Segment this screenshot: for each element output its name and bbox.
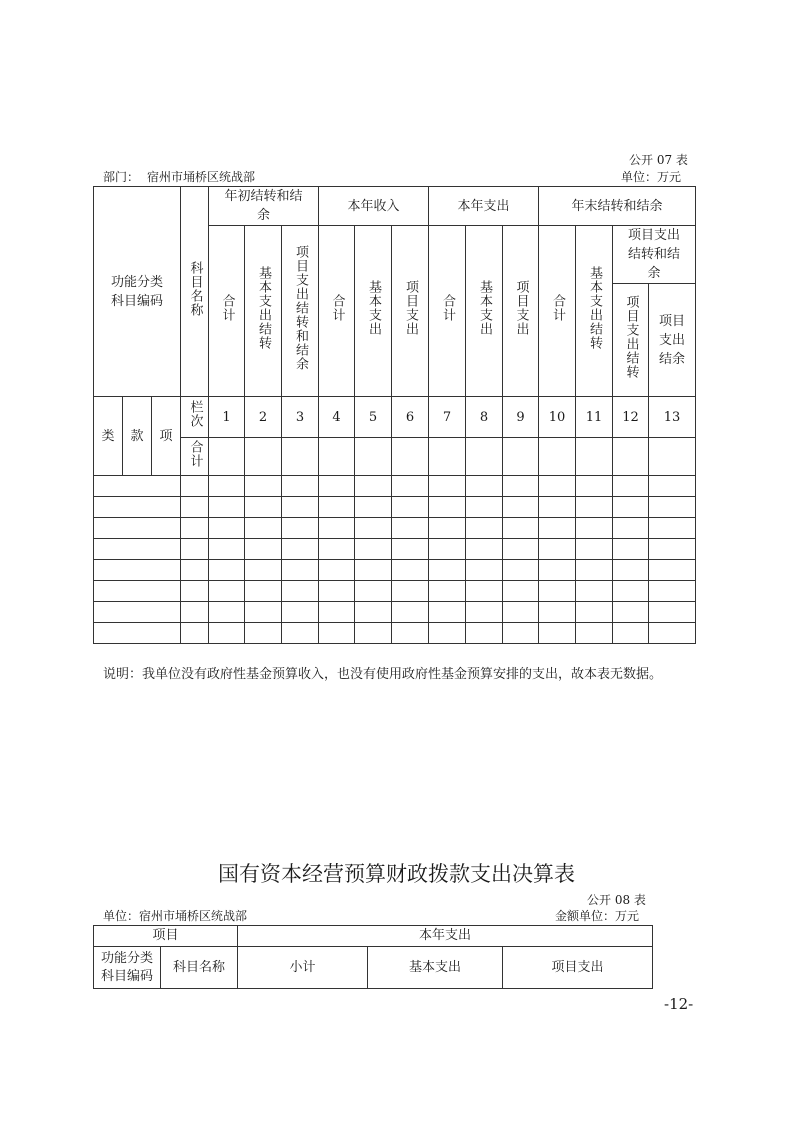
name-cell xyxy=(181,560,209,581)
value-cell xyxy=(466,476,503,497)
header-name: 科目名称 xyxy=(161,947,238,989)
value-cell xyxy=(319,476,355,497)
value-cell xyxy=(245,581,282,602)
value-cell xyxy=(282,581,319,602)
value-cell xyxy=(392,497,429,518)
value-cell xyxy=(282,602,319,623)
header-closing-project-carry: 项目支出结转 xyxy=(613,284,649,397)
header-subtotal: 小计 xyxy=(238,947,368,989)
value-cell xyxy=(245,497,282,518)
value-cell xyxy=(282,518,319,539)
value-cell xyxy=(649,581,696,602)
value-cell xyxy=(613,581,649,602)
value-cell xyxy=(649,602,696,623)
column-number: 11 xyxy=(576,397,613,438)
state-capital-table xyxy=(93,925,653,989)
header-code-line2: 科目编码 xyxy=(110,293,163,309)
name-cell xyxy=(181,602,209,623)
form-number-07: 公开 07 表 xyxy=(629,153,688,167)
value-cell xyxy=(576,560,613,581)
value-cell xyxy=(429,539,466,560)
value-cell xyxy=(503,476,539,497)
code-cell xyxy=(94,476,181,497)
value-cell xyxy=(576,623,613,644)
value-cell xyxy=(282,560,319,581)
column-number: 5 xyxy=(355,397,392,438)
form-number-08: 公开 08 表 xyxy=(587,893,646,907)
value-cell xyxy=(649,623,696,644)
code-cell xyxy=(94,518,181,539)
value-cell xyxy=(392,476,429,497)
total-row xyxy=(94,438,696,476)
value-cell xyxy=(282,539,319,560)
value-cell xyxy=(649,476,696,497)
value-cell xyxy=(355,581,392,602)
header-opening-project-carry-balance: 项目支出结转和结余 xyxy=(282,226,319,397)
value-cell xyxy=(429,476,466,497)
value-cell xyxy=(319,539,355,560)
value-cell xyxy=(355,602,392,623)
value-cell xyxy=(649,539,696,560)
value-cell xyxy=(539,602,576,623)
value-cell xyxy=(319,602,355,623)
value-cell xyxy=(429,581,466,602)
value-cell xyxy=(392,560,429,581)
code-cell xyxy=(94,623,181,644)
header-kuan: 款 xyxy=(123,397,152,476)
value-cell xyxy=(209,518,245,539)
value-cell xyxy=(466,623,503,644)
value-cell xyxy=(503,518,539,539)
government-fund-table xyxy=(93,186,696,644)
header-lanci: 栏次 xyxy=(181,397,209,438)
header-code: 功能分类 科目编码 xyxy=(94,947,161,989)
table-row xyxy=(94,476,696,497)
value-cell xyxy=(649,560,696,581)
header-group-opening: 年初结转和结 余 xyxy=(209,187,319,226)
table-body xyxy=(94,476,696,644)
header-item: 项目 xyxy=(94,926,238,947)
value-cell xyxy=(319,518,355,539)
value-cell xyxy=(209,560,245,581)
value-cell xyxy=(282,497,319,518)
header-lei: 类 xyxy=(94,397,123,476)
department-name: 宿州市埇桥区统战部 xyxy=(147,170,256,184)
value-cell xyxy=(355,518,392,539)
value-cell xyxy=(319,560,355,581)
value-cell xyxy=(576,581,613,602)
column-number: 7 xyxy=(429,397,466,438)
value-cell xyxy=(503,581,539,602)
value-cell xyxy=(466,581,503,602)
value-cell xyxy=(503,497,539,518)
header-name: 科目名称 xyxy=(181,187,209,397)
column-number: 13 xyxy=(649,397,696,438)
header-closing-project-balance: 项目 支出 结余 xyxy=(649,284,696,397)
code-cell xyxy=(94,581,181,602)
name-cell xyxy=(181,581,209,602)
value-cell xyxy=(355,623,392,644)
name-cell xyxy=(181,539,209,560)
value-cell xyxy=(539,497,576,518)
header-closing-project-group: 项目支出 结转和结 余 xyxy=(613,226,696,284)
header-group-income: 本年收入 xyxy=(319,187,429,226)
value-cell xyxy=(209,497,245,518)
value-cell xyxy=(245,539,282,560)
amount-unit-08: 金额单位：万元 xyxy=(555,909,640,923)
value-cell xyxy=(245,602,282,623)
value-cell xyxy=(466,497,503,518)
value-cell xyxy=(503,539,539,560)
value-cell xyxy=(319,623,355,644)
header-opening-total: 合计 xyxy=(209,226,245,397)
value-cell xyxy=(466,602,503,623)
table-row xyxy=(94,581,696,602)
value-cell xyxy=(649,497,696,518)
column-number: 12 xyxy=(613,397,649,438)
value-cell xyxy=(503,560,539,581)
unit-org-08: 单位：宿州市埇桥区统战部 xyxy=(103,909,248,923)
header-current-year-expense: 本年支出 xyxy=(238,926,653,947)
department-label: 部门： xyxy=(103,170,140,184)
value-cell xyxy=(466,560,503,581)
header-xiang: 项 xyxy=(152,397,181,476)
header-income-basic: 基本支出 xyxy=(355,226,392,397)
value-cell xyxy=(355,476,392,497)
code-cell xyxy=(94,539,181,560)
value-cell xyxy=(613,518,649,539)
table-row xyxy=(94,602,696,623)
value-cell xyxy=(392,602,429,623)
column-number: 10 xyxy=(539,397,576,438)
header-closing-total: 合计 xyxy=(539,226,576,397)
column-number: 2 xyxy=(245,397,282,438)
header-income-project: 项目支出 xyxy=(392,226,429,397)
value-cell xyxy=(429,497,466,518)
header-project: 项目支出 xyxy=(503,947,653,989)
value-cell xyxy=(392,518,429,539)
value-cell xyxy=(466,518,503,539)
value-cell xyxy=(613,560,649,581)
value-cell xyxy=(355,539,392,560)
header-opening-basic-carry: 基本支出结转 xyxy=(245,226,282,397)
table-row xyxy=(94,518,696,539)
value-cell xyxy=(209,539,245,560)
value-cell xyxy=(209,623,245,644)
value-cell xyxy=(355,497,392,518)
header-expense-basic: 基本支出 xyxy=(466,226,503,397)
name-cell xyxy=(181,497,209,518)
value-cell xyxy=(576,602,613,623)
value-cell xyxy=(245,476,282,497)
header-code-line1: 功能分类 xyxy=(110,274,163,290)
value-cell xyxy=(539,518,576,539)
value-cell xyxy=(576,497,613,518)
name-cell xyxy=(181,518,209,539)
code-cell xyxy=(94,602,181,623)
value-cell xyxy=(429,602,466,623)
value-cell xyxy=(245,623,282,644)
value-cell xyxy=(392,539,429,560)
header-expense-total: 合计 xyxy=(429,226,466,397)
header-expense-project: 项目支出 xyxy=(503,226,539,397)
value-cell xyxy=(613,602,649,623)
value-cell xyxy=(576,476,613,497)
value-cell xyxy=(613,623,649,644)
value-cell xyxy=(429,623,466,644)
column-number: 4 xyxy=(319,397,355,438)
value-cell xyxy=(282,623,319,644)
column-number: 3 xyxy=(282,397,319,438)
value-cell xyxy=(466,539,503,560)
value-cell xyxy=(539,539,576,560)
code-cell xyxy=(94,497,181,518)
table-row xyxy=(94,497,696,518)
value-cell xyxy=(245,518,282,539)
table-row xyxy=(94,623,696,644)
value-cell xyxy=(209,476,245,497)
value-cell xyxy=(539,476,576,497)
table-row xyxy=(94,560,696,581)
value-cell xyxy=(576,539,613,560)
header-income-total: 合计 xyxy=(319,226,355,397)
value-cell xyxy=(319,497,355,518)
column-number: 1 xyxy=(209,397,245,438)
value-cell xyxy=(539,623,576,644)
column-number: 9 xyxy=(503,397,539,438)
value-cell xyxy=(539,581,576,602)
value-cell xyxy=(649,518,696,539)
value-cell xyxy=(245,560,282,581)
header-heji: 合计 xyxy=(181,438,209,476)
column-number: 8 xyxy=(466,397,503,438)
value-cell xyxy=(613,539,649,560)
value-cell xyxy=(429,518,466,539)
header-group-expense: 本年支出 xyxy=(429,187,539,226)
value-cell xyxy=(392,623,429,644)
table08-title: 国有资本经营预算财政拨款支出决算表 xyxy=(218,862,575,886)
value-cell xyxy=(282,476,319,497)
code-cell xyxy=(94,560,181,581)
table-row xyxy=(94,539,696,560)
header-closing-basic-carry: 基本支出结转 xyxy=(576,226,613,397)
value-cell xyxy=(209,581,245,602)
value-cell xyxy=(503,623,539,644)
name-cell xyxy=(181,623,209,644)
header-basic: 基本支出 xyxy=(368,947,503,989)
value-cell xyxy=(503,602,539,623)
unit-label-07: 单位：万元 xyxy=(621,170,682,184)
page-number: -12- xyxy=(664,995,694,1013)
column-number: 6 xyxy=(392,397,429,438)
name-cell xyxy=(181,476,209,497)
value-cell xyxy=(355,560,392,581)
value-cell xyxy=(319,581,355,602)
value-cell xyxy=(576,518,613,539)
value-cell xyxy=(392,581,429,602)
value-cell xyxy=(613,497,649,518)
value-cell xyxy=(613,476,649,497)
value-cell xyxy=(429,560,466,581)
header-code xyxy=(94,187,181,397)
value-cell xyxy=(539,560,576,581)
table-note: 说明：我单位没有政府性基金预算收入，也没有使用政府性基金预算安排的支出，故本表无数据。 xyxy=(103,667,663,682)
value-cell xyxy=(209,602,245,623)
header-group-closing: 年末结转和结余 xyxy=(539,187,696,226)
